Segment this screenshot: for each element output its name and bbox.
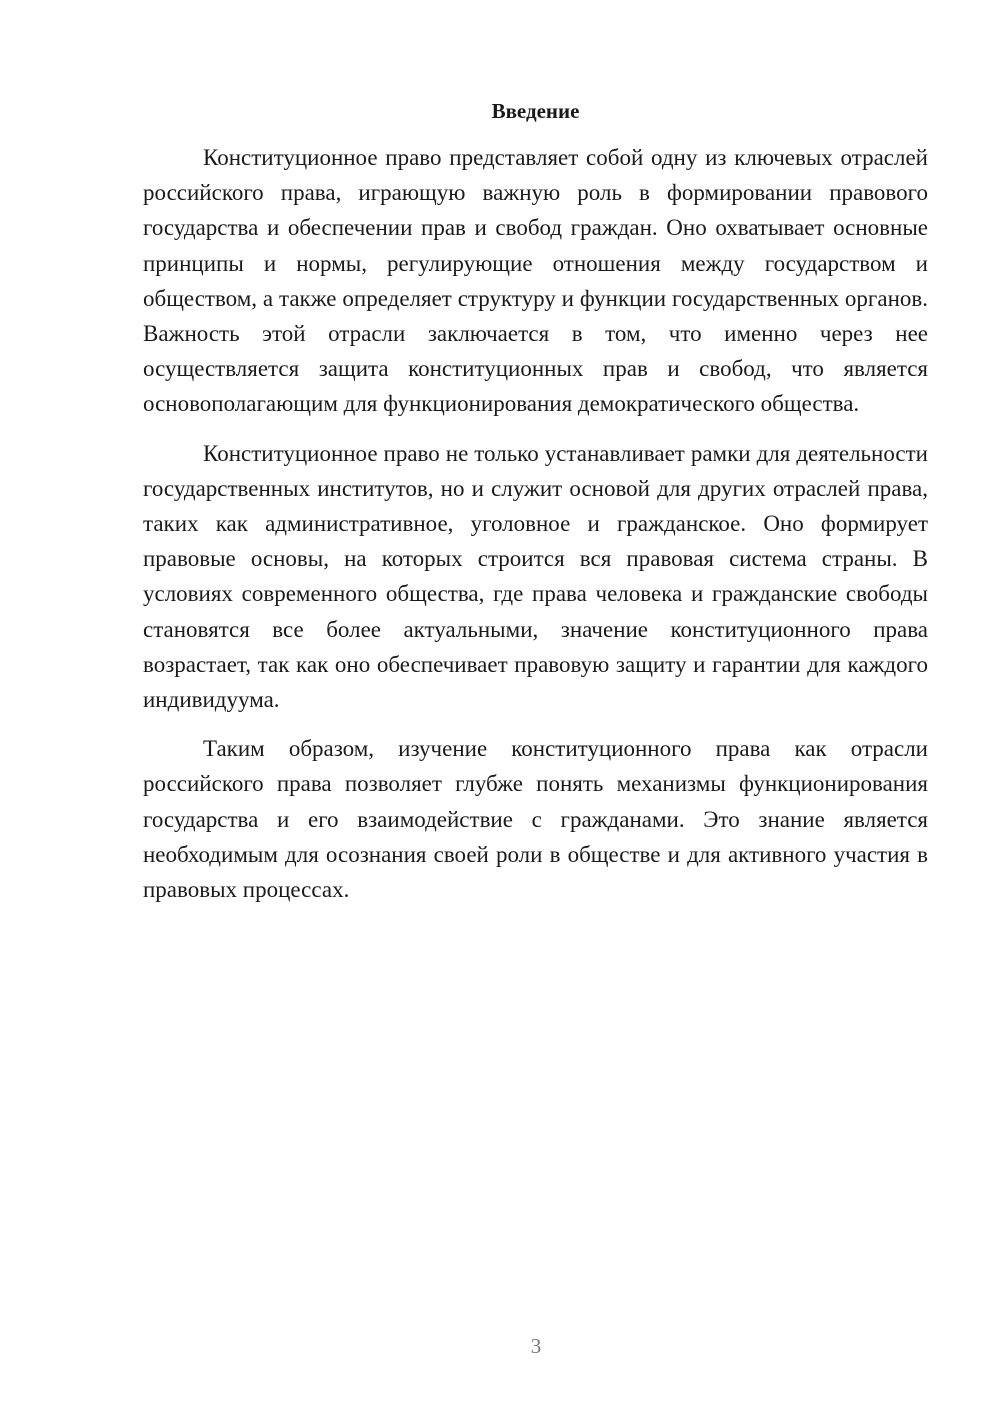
paragraph-3: Таким образом, изучение конституционного права как отрасли российского права позволяет глубже понять механизмы функционирования государства и его взаимодействие с гражданами. Это знание является необходимым для осознания своей роли в обществе и для активного участия в правовых процессах. [143, 736, 928, 903]
section-heading: Введение [491, 99, 580, 123]
page-content [143, 96, 928, 907]
page-number: 3 [530, 1334, 542, 1358]
paragraph-1: Конституционное право представляет собой одну из ключевых отраслей российского права, играющую важную роль в формировании правового государства и обеспечении прав и свобод граждан. Оно охватывает основные принципы и нормы, регулирующие отношения между государством и обществом, а также определяет структуру и функции государственных органов. Важность этой отрасли заключается в том, что именно через нее осуществляется защита конституционных прав и свобод, что является основополагающим для функционирования демократического общества. [143, 145, 928, 417]
paragraph-2: Конституционное право не только устанавливает рамки для деятельности государственных институтов, но и служит основой для других отраслей права, таких как административное, уголовное и гражданское. Оно формирует правовые основы, на которых строится вся правовая система страны. В условиях современного общества, где права человека и гражданские свободы становятся все более актуальными, значение конституционного права возрастает, так как оно обеспечивает правовую защиту и гарантии для каждого индивидуума. [143, 440, 928, 713]
